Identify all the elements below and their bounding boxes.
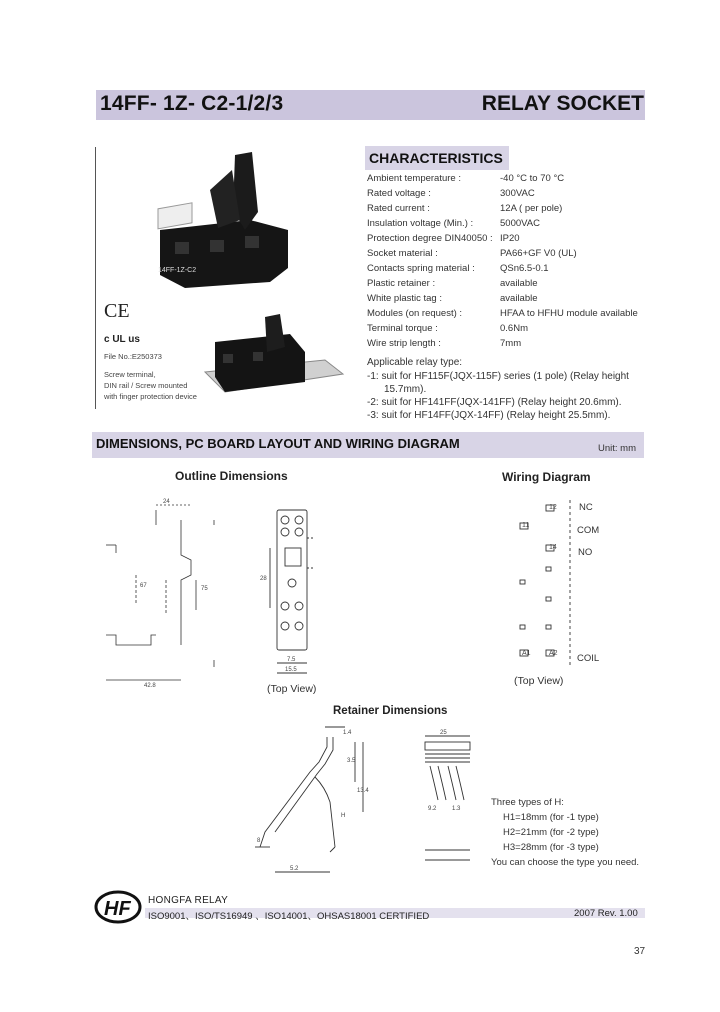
- outline-dimensions-title: Outline Dimensions: [175, 469, 288, 483]
- terminal-11: 11: [522, 522, 530, 529]
- socket-photo-large: [140, 150, 310, 300]
- wiring-label-com: COM: [577, 525, 600, 536]
- ret-dim-f: 1.3: [452, 806, 461, 812]
- revision: 2007 Rev. 1.00: [574, 908, 638, 919]
- outline-side-view: [96, 495, 226, 690]
- dim-height: 75: [201, 586, 208, 592]
- characteristics-heading: CHARACTERISTICS: [365, 146, 509, 170]
- h-type-3: H3=28mm (for -3 type): [503, 842, 599, 853]
- ret-dim-b: 3.5: [347, 758, 356, 764]
- product-title: RELAY SOCKET: [481, 92, 644, 115]
- retainer-dimensions-title: Retainer Dimensions: [333, 705, 448, 717]
- company-name: HONGFA RELAY: [148, 895, 229, 906]
- ret-dim-g: 8: [257, 838, 261, 844]
- applicable-line-4: -3: suit for HF14FF(JQX-14FF) (Relay height 25.5mm).: [367, 410, 611, 421]
- ce-mark: CE: [104, 300, 130, 322]
- outline-top-view: [255, 508, 325, 678]
- ret-dim-h: 5.2: [290, 866, 299, 872]
- wiring-label-nc: NC: [579, 502, 593, 513]
- h-types-title: Three types of H:: [491, 797, 564, 808]
- svg-text:HF: HF: [104, 898, 131, 920]
- terminal-a2: A2: [549, 650, 558, 657]
- photo-caption-2: DIN rail / Screw mounted: [104, 381, 188, 390]
- wiring-label-no: NO: [578, 547, 593, 558]
- page-number: 37: [634, 946, 646, 957]
- ret-dim-d: H: [341, 813, 346, 819]
- terminal-14: 14: [549, 544, 557, 551]
- unit-label: Unit: mm: [598, 443, 636, 454]
- h-type-note: You can choose the type you need.: [491, 857, 640, 868]
- retainer-front-view: [420, 730, 480, 870]
- dim-t2: 15.5: [285, 667, 297, 673]
- dimensions-title: DIMENSIONS, PC BOARD LAYOUT AND WIRING DIAGRAM: [96, 436, 460, 451]
- h-type-1: H1=18mm (for -1 type): [503, 812, 599, 823]
- retainer-side-view: [245, 722, 370, 882]
- ul-mark: c UL us: [104, 334, 140, 345]
- photo-caption-1: Screw terminal,: [104, 370, 156, 379]
- applicable-title: Applicable relay type:: [367, 357, 463, 368]
- applicable-line-2: 15.7mm).: [384, 384, 427, 395]
- applicable-line-1: -1: suit for HF115F(JQX-115F) series (1 pole) (Relay height: [367, 371, 629, 382]
- dim-width: 24: [163, 499, 170, 505]
- wiring-diagram-title: Wiring Diagram: [502, 470, 591, 484]
- photo-caption-3: with finger protection device: [104, 392, 197, 401]
- applicable-line-3: -2: suit for HF141FF(JQX-141FF) (Relay height 20.6mm).: [367, 397, 622, 408]
- dim-depth: 67: [140, 583, 147, 589]
- model-title: 14FF- 1Z- C2-1/2/3: [100, 92, 284, 115]
- photo-product-label: 14FF-1Z-C2: [158, 267, 197, 274]
- wiring-diagram: [510, 495, 575, 670]
- dim-base: 42.8: [144, 683, 156, 689]
- certifications: ISO9001、ISO/TS16949 、ISO14001、OHSAS18001 CERTIFIED: [148, 911, 430, 922]
- ret-dim-c: 13.4: [357, 788, 369, 794]
- top-view-label-outline: (Top View): [267, 683, 317, 695]
- terminal-12: 12: [549, 504, 557, 511]
- ret-dim-i: 25: [440, 730, 447, 736]
- hongfa-logo: [94, 890, 142, 924]
- h-type-2: H2=21mm (for -2 type): [503, 827, 599, 838]
- dim-t1: 7.5: [287, 657, 296, 663]
- ret-dim-e: 9.2: [428, 806, 437, 812]
- terminal-a1: A1: [522, 650, 531, 657]
- wiring-label-coil: COIL: [577, 653, 600, 664]
- ret-dim-a: 1.4: [343, 730, 352, 736]
- top-view-label-wiring: (Top View): [514, 675, 564, 687]
- ul-file-number: File No.:E250373: [104, 352, 162, 361]
- socket-photo-din-rail: [205, 312, 345, 404]
- dim-pitch: 28: [260, 576, 267, 582]
